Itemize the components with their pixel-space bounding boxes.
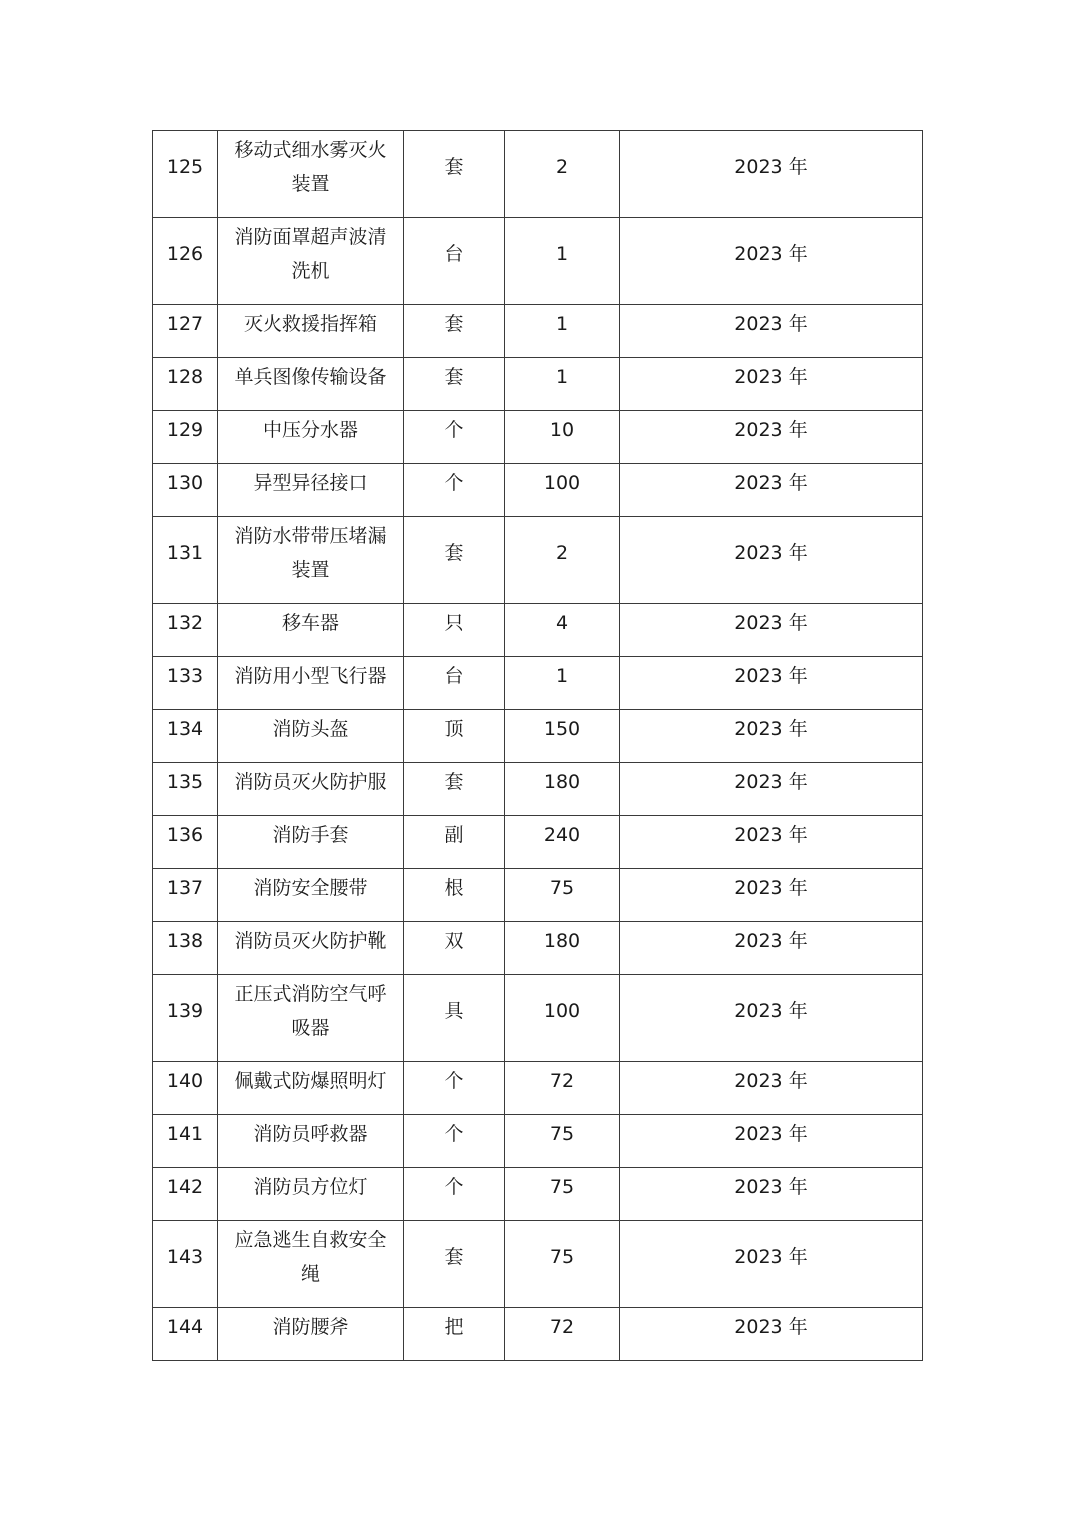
item-name: 消防员方位灯 (253, 1176, 368, 1198)
item-name-cell (218, 1062, 404, 1115)
table-row (153, 816, 923, 869)
quantity-cell (505, 1115, 620, 1168)
item-name-cell (218, 975, 404, 1062)
table-row (153, 1221, 923, 1308)
year: 2023 年 (734, 472, 808, 494)
item-name-cell (218, 1115, 404, 1168)
table-row (153, 305, 923, 358)
item-name: 消防面罩超声波清洗机 (234, 226, 387, 282)
table-row (153, 657, 923, 710)
year-cell (620, 975, 923, 1062)
quantity: 150 (543, 718, 581, 740)
unit: 双 (444, 930, 464, 952)
year: 2023 年 (734, 718, 808, 740)
item-name-cell (218, 604, 404, 657)
year: 2023 年 (734, 665, 808, 687)
quantity: 240 (543, 824, 581, 846)
table-row (153, 1168, 923, 1221)
item-name-cell (218, 657, 404, 710)
row-number-cell (153, 922, 218, 975)
year-cell (620, 1168, 923, 1221)
unit: 个 (444, 1123, 464, 1145)
item-name: 异型异径接口 (253, 472, 368, 494)
row-number: 135 (166, 771, 204, 793)
item-name-cell (218, 411, 404, 464)
row-number-cell (153, 358, 218, 411)
year-cell (620, 763, 923, 816)
row-number: 143 (166, 1246, 204, 1268)
row-number: 134 (166, 718, 204, 740)
row-number-cell (153, 1062, 218, 1115)
unit: 根 (444, 877, 464, 899)
year: 2023 年 (734, 156, 808, 178)
unit: 套 (444, 313, 464, 335)
unit: 套 (444, 366, 464, 388)
row-number-cell (153, 411, 218, 464)
unit: 只 (444, 612, 464, 634)
quantity-cell (505, 763, 620, 816)
unit-cell (404, 358, 505, 411)
unit-cell (404, 1168, 505, 1221)
item-name: 消防手套 (272, 824, 349, 846)
item-name-cell (218, 358, 404, 411)
item-name-cell (218, 218, 404, 305)
table-row (153, 975, 923, 1062)
item-name: 消防腰斧 (272, 1316, 349, 1338)
item-name-cell (218, 464, 404, 517)
row-number: 140 (166, 1070, 204, 1092)
item-name-cell (218, 517, 404, 604)
table-row (153, 604, 923, 657)
quantity: 10 (549, 419, 575, 441)
row-number: 144 (166, 1316, 204, 1338)
unit-cell (404, 710, 505, 763)
row-number-cell (153, 763, 218, 816)
item-name: 单兵图像传输设备 (234, 366, 387, 388)
unit-cell (404, 763, 505, 816)
unit-cell (404, 131, 505, 218)
item-name-cell (218, 922, 404, 975)
row-number: 139 (166, 1000, 204, 1022)
quantity: 1 (555, 665, 569, 687)
quantity: 100 (543, 1000, 581, 1022)
item-name: 消防用小型飞行器 (234, 665, 387, 687)
row-number-cell (153, 604, 218, 657)
year: 2023 年 (734, 366, 808, 388)
unit: 副 (444, 824, 464, 846)
row-number-cell (153, 975, 218, 1062)
year: 2023 年 (734, 1000, 808, 1022)
quantity-cell (505, 657, 620, 710)
quantity-cell (505, 710, 620, 763)
row-number-cell (153, 1115, 218, 1168)
row-number-cell (153, 305, 218, 358)
table-row (153, 1062, 923, 1115)
quantity-cell (505, 358, 620, 411)
year-cell (620, 358, 923, 411)
row-number: 125 (166, 156, 204, 178)
row-number-cell (153, 657, 218, 710)
row-number-cell (153, 218, 218, 305)
row-number: 137 (166, 877, 204, 899)
equipment-table-body (153, 131, 923, 1361)
year-cell (620, 1308, 923, 1361)
quantity: 75 (549, 1176, 575, 1198)
unit: 顶 (444, 718, 464, 740)
row-number-cell (153, 517, 218, 604)
year-cell (620, 131, 923, 218)
year: 2023 年 (734, 1316, 808, 1338)
item-name: 消防水带带压堵漏装置 (234, 525, 387, 581)
year-cell (620, 816, 923, 869)
table-row (153, 358, 923, 411)
item-name: 中压分水器 (262, 419, 358, 441)
unit-cell (404, 464, 505, 517)
quantity: 2 (555, 542, 569, 564)
item-name-cell (218, 763, 404, 816)
unit: 台 (444, 665, 464, 687)
unit: 个 (444, 1176, 464, 1198)
quantity-cell (505, 816, 620, 869)
quantity-cell (505, 411, 620, 464)
quantity-cell (505, 869, 620, 922)
unit: 台 (444, 243, 464, 265)
table-row (153, 464, 923, 517)
unit-cell (404, 1115, 505, 1168)
item-name: 消防员呼救器 (253, 1123, 368, 1145)
year-cell (620, 604, 923, 657)
unit: 套 (444, 771, 464, 793)
table-row (153, 710, 923, 763)
item-name-cell (218, 305, 404, 358)
quantity: 1 (555, 313, 569, 335)
year: 2023 年 (734, 542, 808, 564)
quantity-cell (505, 464, 620, 517)
table-row (153, 517, 923, 604)
year: 2023 年 (734, 1176, 808, 1198)
year-cell (620, 464, 923, 517)
year: 2023 年 (734, 877, 808, 899)
item-name-cell (218, 710, 404, 763)
item-name: 消防员灭火防护服 (234, 771, 387, 793)
quantity: 180 (543, 771, 581, 793)
quantity-cell (505, 1062, 620, 1115)
year: 2023 年 (734, 1246, 808, 1268)
quantity-cell (505, 305, 620, 358)
year-cell (620, 869, 923, 922)
quantity-cell (505, 1308, 620, 1361)
row-number: 141 (166, 1123, 204, 1145)
unit-cell (404, 1308, 505, 1361)
item-name-cell (218, 869, 404, 922)
row-number-cell (153, 1168, 218, 1221)
year: 2023 年 (734, 313, 808, 335)
quantity-cell (505, 975, 620, 1062)
item-name-cell (218, 131, 404, 218)
row-number: 129 (166, 419, 204, 441)
quantity: 72 (549, 1070, 575, 1092)
quantity: 4 (555, 612, 569, 634)
unit: 个 (444, 1070, 464, 1092)
quantity-cell (505, 517, 620, 604)
unit: 具 (444, 1000, 464, 1022)
year-cell (620, 305, 923, 358)
row-number: 126 (166, 243, 204, 265)
table-row (153, 1308, 923, 1361)
year-cell (620, 1115, 923, 1168)
unit-cell (404, 922, 505, 975)
row-number: 142 (166, 1176, 204, 1198)
table-row (153, 869, 923, 922)
year: 2023 年 (734, 1123, 808, 1145)
unit-cell (404, 305, 505, 358)
unit-cell (404, 975, 505, 1062)
unit-cell (404, 869, 505, 922)
table-row (153, 131, 923, 218)
unit: 个 (444, 419, 464, 441)
item-name: 移车器 (281, 612, 339, 634)
unit-cell (404, 816, 505, 869)
unit-cell (404, 218, 505, 305)
row-number: 130 (166, 472, 204, 494)
row-number-cell (153, 869, 218, 922)
quantity: 2 (555, 156, 569, 178)
quantity-cell (505, 922, 620, 975)
row-number: 128 (166, 366, 204, 388)
quantity: 100 (543, 472, 581, 494)
year-cell (620, 1062, 923, 1115)
item-name-cell (218, 1308, 404, 1361)
quantity: 75 (549, 877, 575, 899)
row-number: 132 (166, 612, 204, 634)
item-name: 应急逃生自救安全绳 (234, 1229, 387, 1285)
year: 2023 年 (734, 612, 808, 634)
year-cell (620, 517, 923, 604)
quantity-cell (505, 604, 620, 657)
unit: 套 (444, 542, 464, 564)
unit-cell (404, 517, 505, 604)
row-number-cell (153, 1221, 218, 1308)
item-name: 移动式细水雾灭火装置 (234, 139, 387, 195)
equipment-table (152, 130, 923, 1361)
unit: 套 (444, 156, 464, 178)
row-number-cell (153, 131, 218, 218)
year-cell (620, 411, 923, 464)
table-row (153, 218, 923, 305)
item-name-cell (218, 816, 404, 869)
year-cell (620, 218, 923, 305)
unit: 把 (444, 1316, 464, 1338)
row-number: 138 (166, 930, 204, 952)
quantity-cell (505, 1168, 620, 1221)
item-name: 佩戴式防爆照明灯 (234, 1070, 387, 1092)
item-name: 消防头盔 (272, 718, 349, 740)
quantity-cell (505, 1221, 620, 1308)
quantity: 72 (549, 1316, 575, 1338)
row-number: 133 (166, 665, 204, 687)
row-number-cell (153, 816, 218, 869)
item-name: 灭火救援指挥箱 (243, 313, 377, 335)
unit-cell (404, 1221, 505, 1308)
year-cell (620, 922, 923, 975)
row-number-cell (153, 1308, 218, 1361)
table-row (153, 1115, 923, 1168)
row-number: 127 (166, 313, 204, 335)
unit: 个 (444, 472, 464, 494)
item-name: 消防安全腰带 (253, 877, 368, 899)
quantity: 75 (549, 1246, 575, 1268)
table-row (153, 922, 923, 975)
unit: 套 (444, 1246, 464, 1268)
unit-cell (404, 657, 505, 710)
year: 2023 年 (734, 1070, 808, 1092)
quantity: 75 (549, 1123, 575, 1145)
table-row (153, 763, 923, 816)
quantity-cell (505, 131, 620, 218)
quantity: 1 (555, 366, 569, 388)
row-number-cell (153, 710, 218, 763)
row-number: 131 (166, 542, 204, 564)
year: 2023 年 (734, 771, 808, 793)
year: 2023 年 (734, 930, 808, 952)
row-number: 136 (166, 824, 204, 846)
year-cell (620, 710, 923, 763)
quantity: 1 (555, 243, 569, 265)
year: 2023 年 (734, 243, 808, 265)
item-name: 消防员灭火防护靴 (234, 930, 387, 952)
year: 2023 年 (734, 824, 808, 846)
item-name: 正压式消防空气呼吸器 (234, 983, 387, 1039)
unit-cell (404, 411, 505, 464)
item-name-cell (218, 1168, 404, 1221)
quantity: 180 (543, 930, 581, 952)
unit-cell (404, 1062, 505, 1115)
quantity-cell (505, 218, 620, 305)
year: 2023 年 (734, 419, 808, 441)
year-cell (620, 1221, 923, 1308)
unit-cell (404, 604, 505, 657)
row-number-cell (153, 464, 218, 517)
year-cell (620, 657, 923, 710)
item-name-cell (218, 1221, 404, 1308)
table-row (153, 411, 923, 464)
